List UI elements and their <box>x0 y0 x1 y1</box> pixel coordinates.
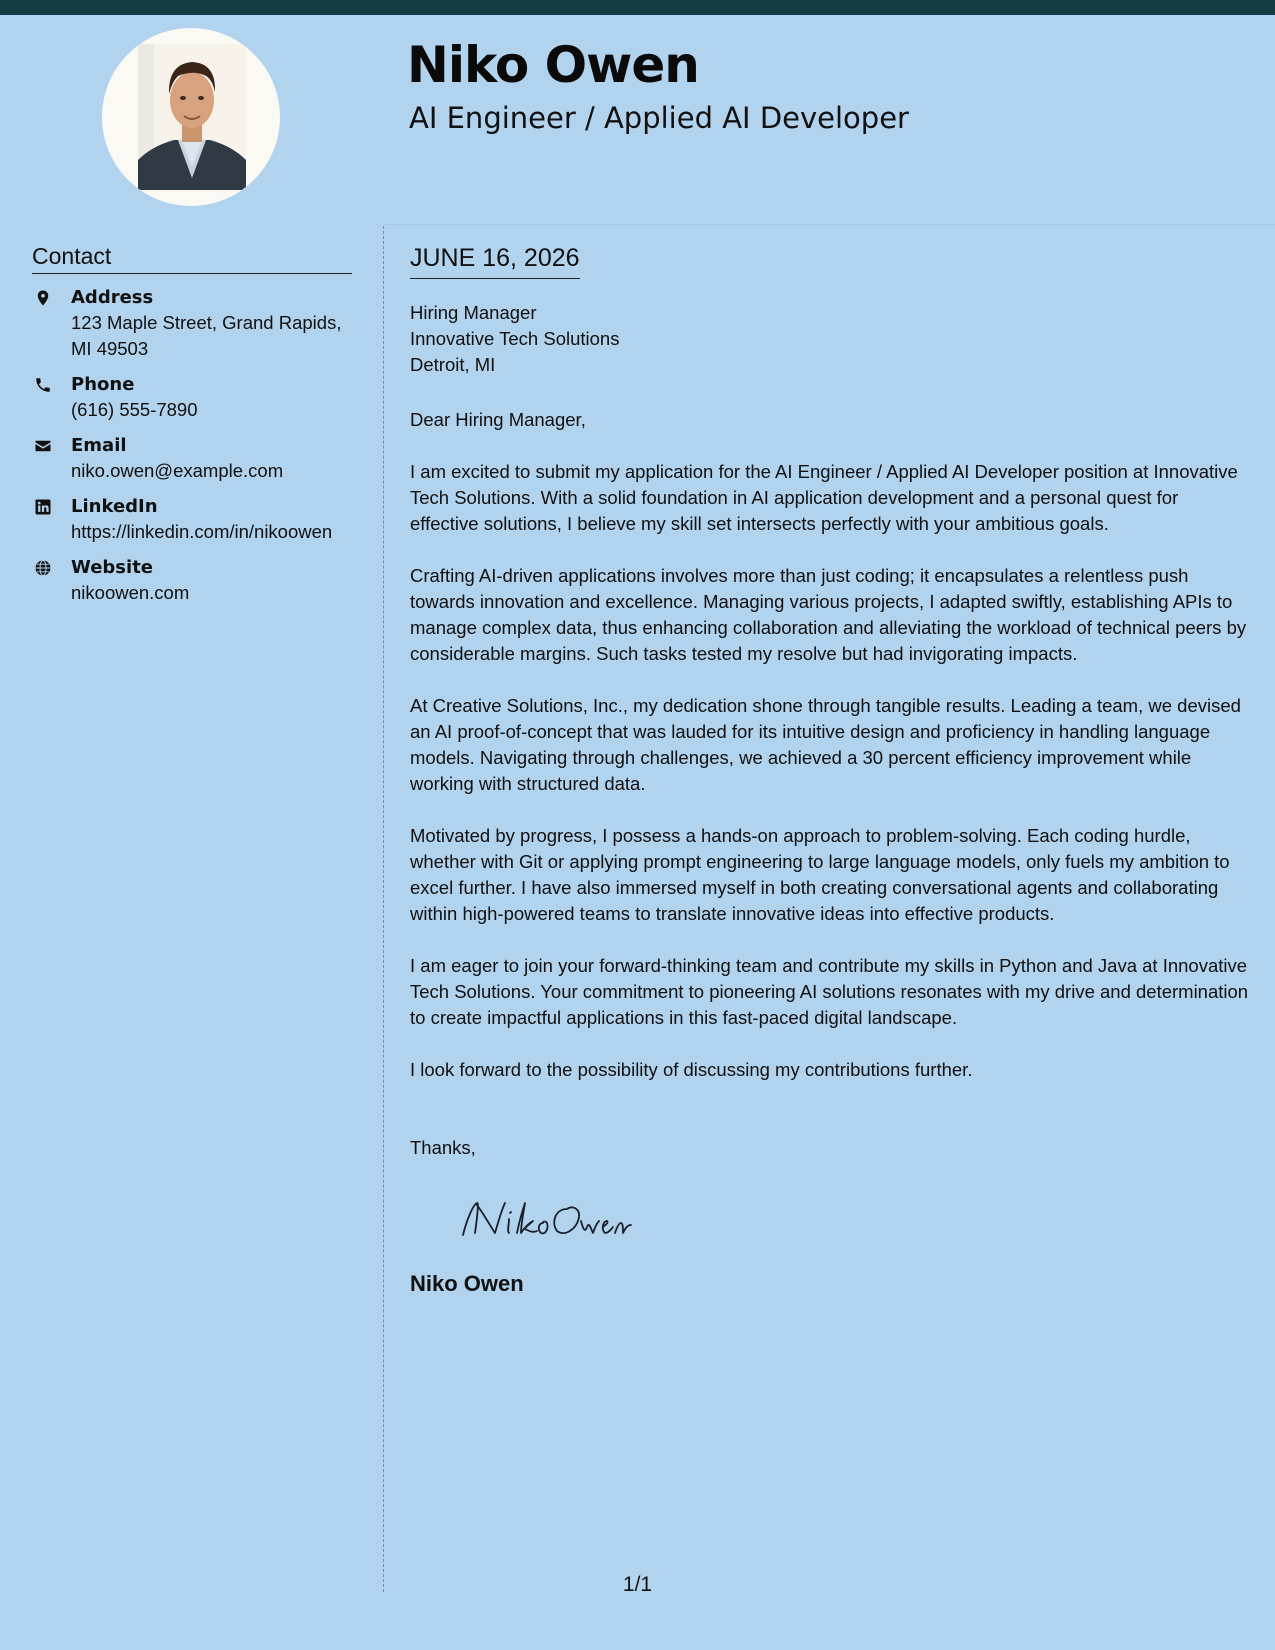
linkedin-value[interactable]: https://linkedin.com/in/nikoowen <box>71 521 333 542</box>
contact-phone <box>32 373 352 423</box>
globe-icon <box>34 559 52 577</box>
candidate-name: Niko Owen <box>407 36 699 94</box>
contact-address <box>32 286 352 362</box>
linkedin-icon <box>34 498 52 516</box>
body-paragraph: At Creative Solutions, Inc., my dedication shone through tangible results. Leading a team, we devised an AI proof-of-concept that was lauded for its intuitive design and proficiency in handling language models. Navigating through challenges, we achieved a 30 percent efficiency improvement while working with structured data. <box>410 695 1241 794</box>
address-label: Address <box>71 287 154 308</box>
profile-photo <box>102 28 280 206</box>
body-paragraph: I am excited to submit my application for the AI Engineer / Applied AI Developer position at Innovative Tech Solutions. With a solid foundation in AI application development and a personal quest for effective solutions, I believe my skill set intersects perfectly with your ambitious goals. <box>410 461 1238 534</box>
contact-email <box>32 434 352 484</box>
contact-sidebar <box>32 242 352 606</box>
contact-heading: Contact <box>32 242 352 274</box>
page-number: 1/1 <box>622 1573 653 1596</box>
recipient-line: Innovative Tech Solutions <box>410 328 620 349</box>
closing: Thanks, <box>410 1137 476 1158</box>
envelope-icon <box>34 437 52 455</box>
recipient-line: Detroit, MI <box>410 354 496 375</box>
recipient-line: Hiring Manager <box>410 302 537 323</box>
letter-date: JUNE 16, 2026 <box>410 242 580 279</box>
signed-name: Niko Owen <box>410 1271 524 1296</box>
body-paragraph: Crafting AI-driven applications involves more than just coding; it encapsulates a relentless push towards innovation and excellence. Managing various projects, I adapted swiftly, establishing APIs to manage complex data, thus enhancing collaboration and alleviating the workload of technical peers by considerable margins. Such tasks tested my resolve but had invigorating impacts. <box>410 565 1247 664</box>
recipient-block <box>410 300 1250 378</box>
signature-image <box>455 1189 635 1249</box>
header-divider <box>385 224 1275 225</box>
website-label: Website <box>71 557 154 578</box>
email-value: niko.owen@example.com <box>71 460 284 481</box>
body-paragraph: Motivated by progress, I possess a hands-on approach to problem-solving. Each coding hurdle, whether with Git or applying prompt engineering to large language models, only fuels my ambition to excel further. I have also immersed myself in both creating conversational agents and collaborating within high-powered teams to translate innovative ideas into effective products. <box>410 825 1230 924</box>
email-label: Email <box>71 435 127 456</box>
body-paragraph: I am eager to join your forward-thinking team and contribute my skills in Python and Java at Innovative Tech Solutions. Your commitment to pioneering AI solutions resonates with my drive and determination to create impactful applications in this fast-paced digital landscape. <box>410 955 1249 1028</box>
contact-website <box>32 556 352 606</box>
address-value: 123 Maple Street, Grand Rapids, MI 49503 <box>71 312 342 359</box>
contact-linkedin <box>32 495 352 545</box>
linkedin-label: LinkedIn <box>71 496 158 517</box>
column-divider <box>383 226 384 1592</box>
body-paragraph: I look forward to the possibility of discussing my contributions further. <box>410 1059 973 1080</box>
phone-label: Phone <box>71 374 135 395</box>
website-value[interactable]: nikoowen.com <box>71 582 190 603</box>
top-bar <box>0 0 1275 15</box>
salutation: Dear Hiring Manager, <box>410 409 586 430</box>
phone-icon <box>34 376 52 394</box>
phone-value: (616) 555-7890 <box>71 399 198 420</box>
map-pin-icon <box>34 289 52 307</box>
job-title: AI Engineer / Applied AI Developer <box>409 101 909 135</box>
letter-body <box>410 242 1250 1298</box>
